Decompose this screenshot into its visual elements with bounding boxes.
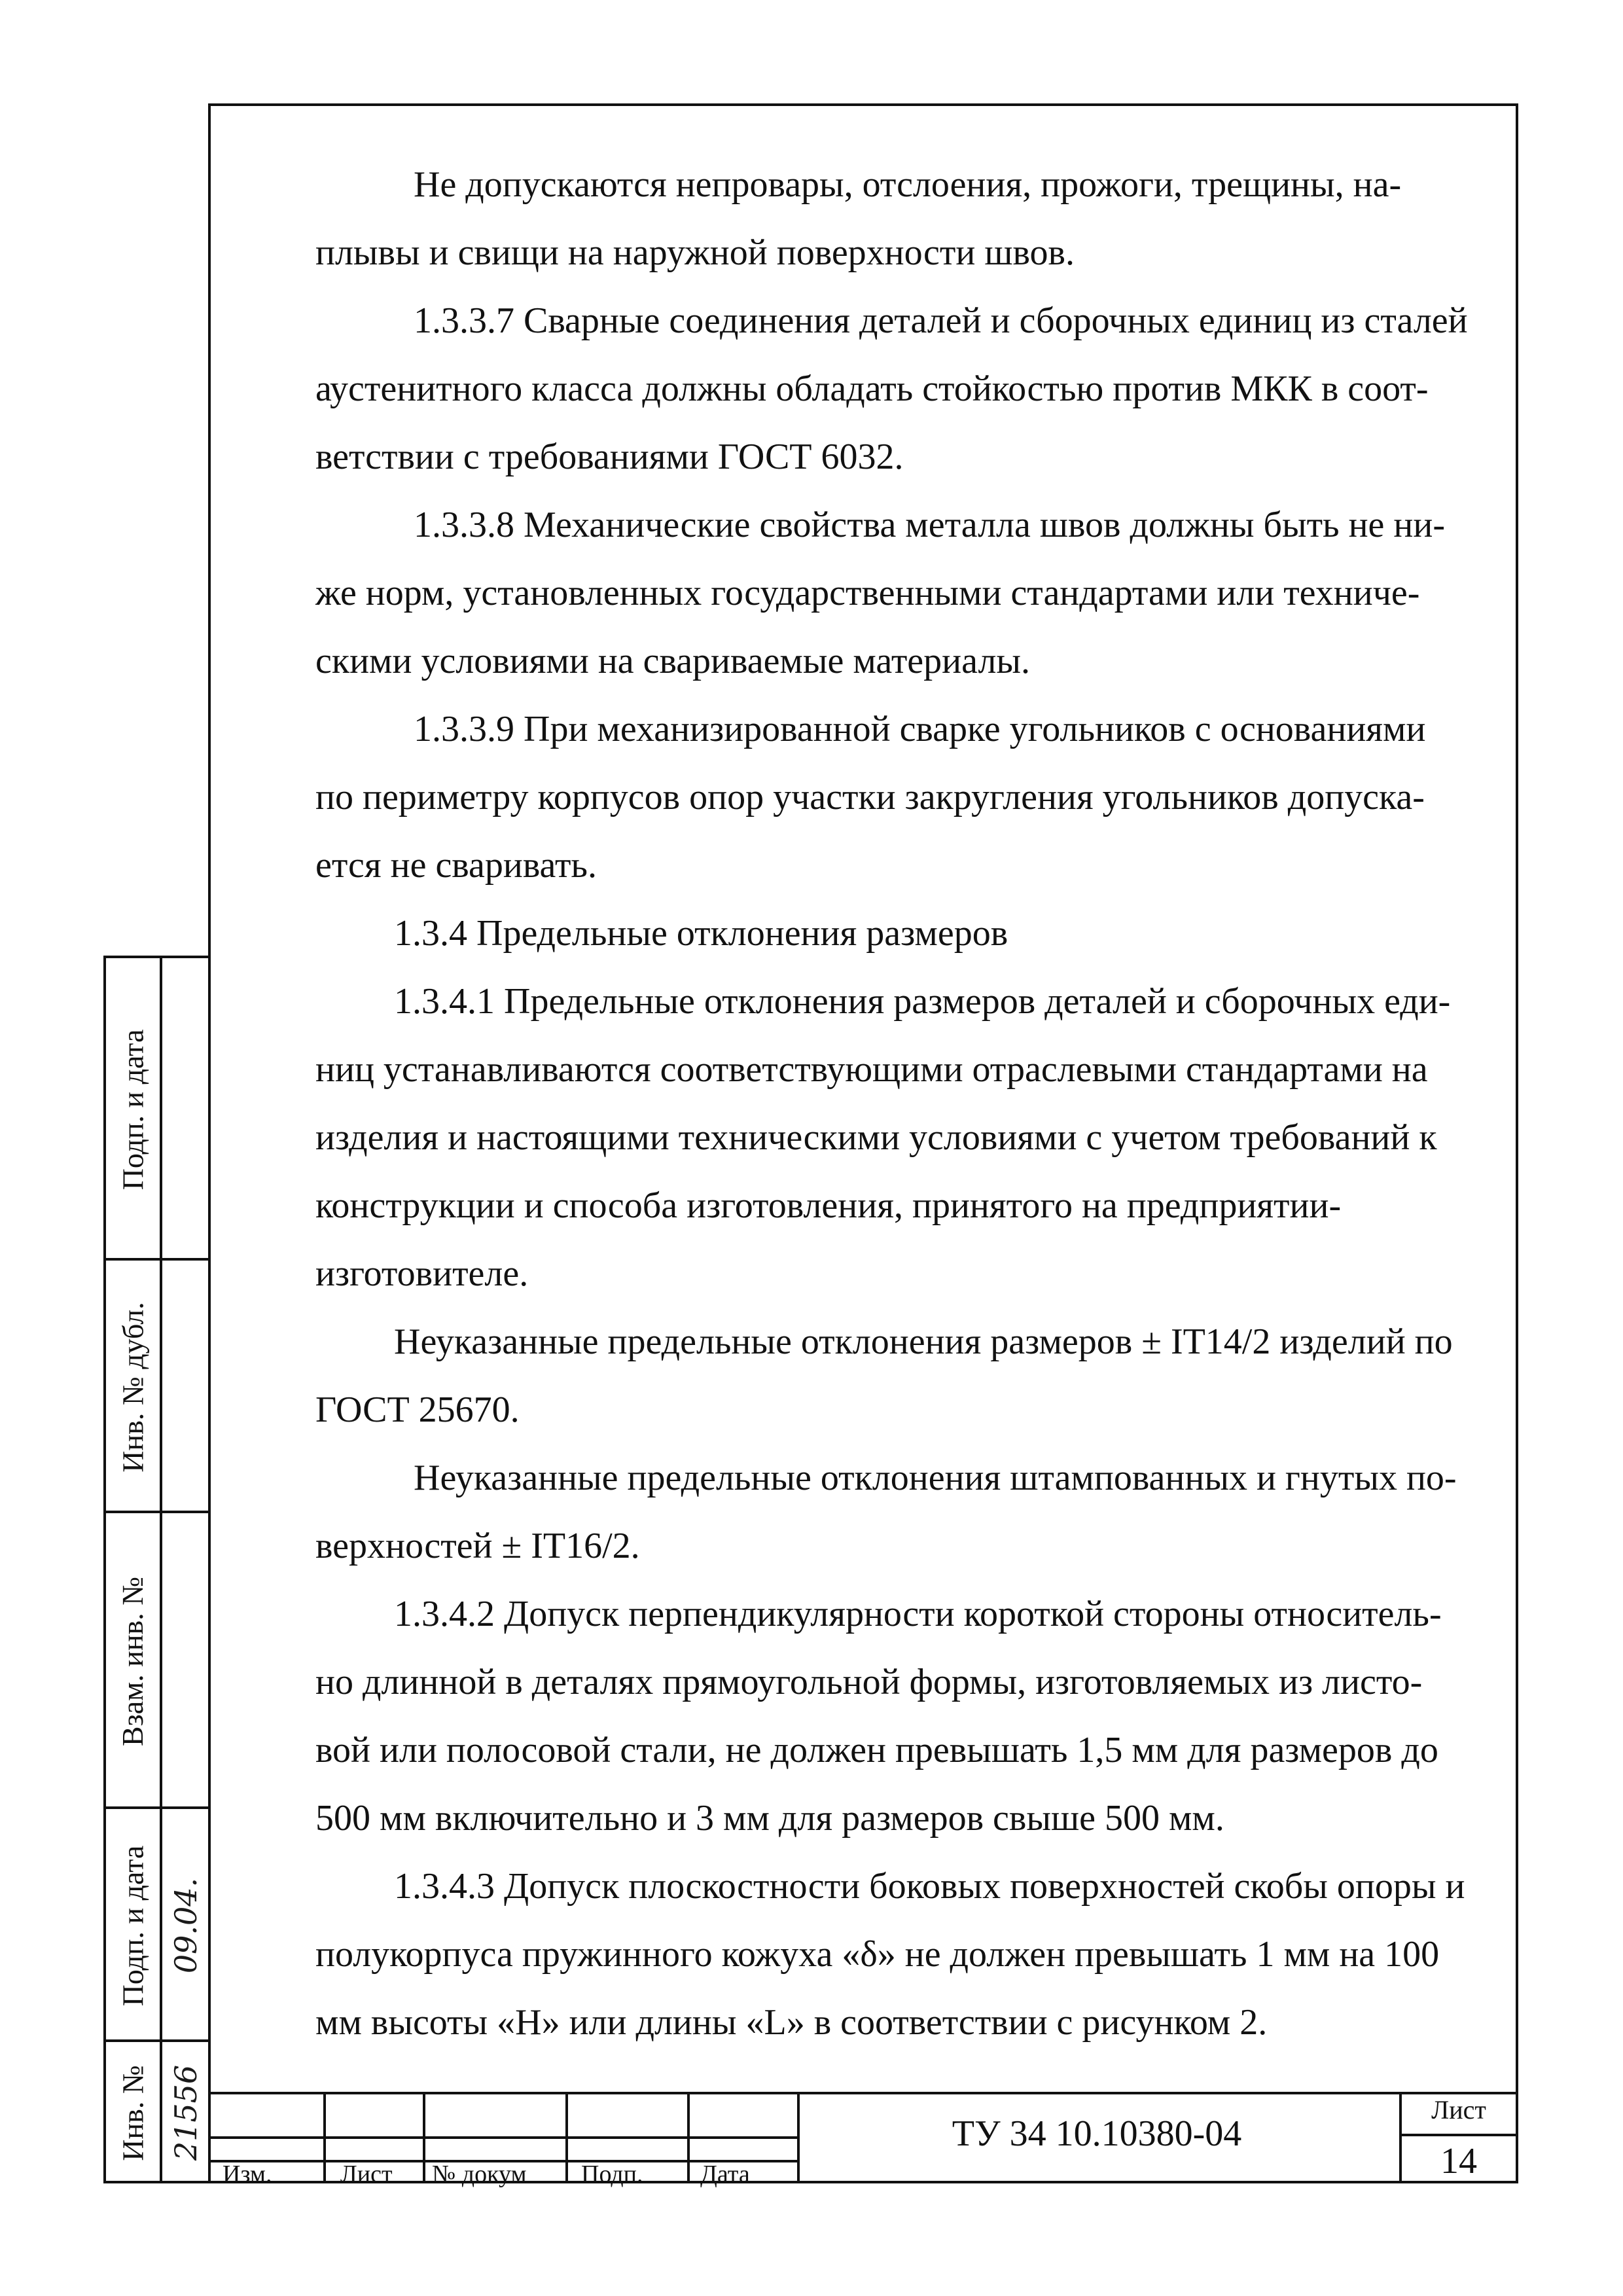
paragraph-line: изготовителе. xyxy=(315,1253,529,1294)
tb-line xyxy=(423,2092,425,2183)
paragraph-line: верхностей ± IT16/2. xyxy=(315,1526,640,1566)
paragraph-line: но длинной в деталях прямоугольной формы, изготовляемых из листо- xyxy=(315,1662,1423,1702)
tb-col-izm: Изм. xyxy=(223,2161,272,2188)
side-stamp xyxy=(103,956,209,2183)
section-heading: 1.3.4 Предельные отклонения размеров xyxy=(394,913,1008,954)
handwritten-signature: 09.04. xyxy=(168,1877,204,1974)
paragraph-line: 1.3.3.8 Механические свойства металла швов должны быть не ни- xyxy=(414,505,1445,545)
tb-line xyxy=(208,2136,797,2139)
tb-col-data: Дата xyxy=(700,2161,750,2188)
tb-col-docum: № докум xyxy=(432,2161,527,2188)
tb-col-list: Лист xyxy=(340,2161,393,2188)
document-code: ТУ 34 10.10380-04 xyxy=(952,2113,1242,2154)
paragraph-line: скими условиями на свариваемые материалы. xyxy=(315,641,1031,681)
stamp-podp-data-top: Подп. и дата xyxy=(116,1029,150,1190)
sheet-number: 14 xyxy=(1440,2141,1477,2181)
paragraph-line: изделия и настоящими техническими условиями с учетом требований к xyxy=(315,1117,1437,1158)
paragraph-line: 1.3.4.3 Допуск плоскостности боковых поверхностей скобы опоры и xyxy=(394,1866,1465,1907)
paragraph-line: же норм, установленных государственными стандартами или техниче- xyxy=(315,573,1420,613)
tb-line xyxy=(565,2092,568,2183)
paragraph-line: полукорпуса пружинного кожуха «δ» не должен превышать 1 мм на 100 xyxy=(315,1934,1440,1975)
paragraph-line: аустенитного класса должны обладать стойкостью против МКК в соот- xyxy=(315,368,1429,409)
paragraph-line: 1.3.3.9 При механизированной сварке угольников с основаниями xyxy=(414,709,1426,749)
paragraph-line: 1.3.3.7 Сварные соединения деталей и сборочных единиц из сталей xyxy=(414,300,1468,341)
paragraph-line: ветствии с требованиями ГОСТ 6032. xyxy=(315,437,904,477)
paragraph-line: по периметру корпусов опор участки закругления угольников допуска- xyxy=(315,777,1425,817)
stamp-inv-no: Инв. № xyxy=(116,2064,150,2161)
paragraph-line: ГОСТ 25670. xyxy=(315,1390,520,1430)
paragraph-line: Неуказанные предельные отклонения штампованных и гнутых по- xyxy=(414,1458,1457,1498)
tb-line xyxy=(687,2092,690,2183)
document-body xyxy=(315,151,1520,2056)
paragraph-line: конструкции и способа изготовления, принятого на предприятии- xyxy=(315,1185,1342,1226)
stamp-vzam-inv: Взам. инв. № xyxy=(116,1576,150,1746)
paragraph-line: 1.3.4.2 Допуск перпендикулярности короткой стороны относитель- xyxy=(394,1594,1442,1634)
paragraph-line: Не допускаются непровары, отслоения, прожоги, трещины, на- xyxy=(414,164,1402,205)
paragraph-line: 500 мм включительно и 3 мм для размеров свыше 500 мм. xyxy=(315,1798,1224,1839)
paragraph-line: 1.3.4.1 Предельные отклонения размеров деталей и сборочных еди- xyxy=(394,981,1451,1022)
paragraph-line: Неуказанные предельные отклонения размеров ± IT14/2 изделий по xyxy=(394,1321,1453,1362)
paragraph-line: ется не сваривать. xyxy=(315,845,597,886)
sheet-label: Лист xyxy=(1431,2095,1486,2125)
paragraph-line: мм высоты «Н» или длины «L» в соответствии с рисунком 2. xyxy=(315,2002,1268,2043)
tb-line xyxy=(208,2092,1518,2094)
paragraph-line: ниц устанавливаются соответствующими отраслевыми стандартами на xyxy=(315,1049,1428,1090)
paragraph-line: плывы и свищи на наружной поверхности швов. xyxy=(315,232,1075,273)
stamp-podp-data: Подп. и дата xyxy=(116,1845,150,2006)
tb-line xyxy=(1399,2134,1518,2136)
tb-col-podp: Подп. xyxy=(581,2161,643,2188)
paragraph-line: вой или полосовой стали, не должен превышать 1,5 мм для размеров до xyxy=(315,1730,1438,1770)
stamp-inv-dubl: Инв. № дубл. xyxy=(116,1301,150,1473)
tb-line xyxy=(323,2092,326,2183)
handwritten-inventory-number: 21556 xyxy=(168,2064,204,2161)
tb-line xyxy=(208,2092,211,2183)
